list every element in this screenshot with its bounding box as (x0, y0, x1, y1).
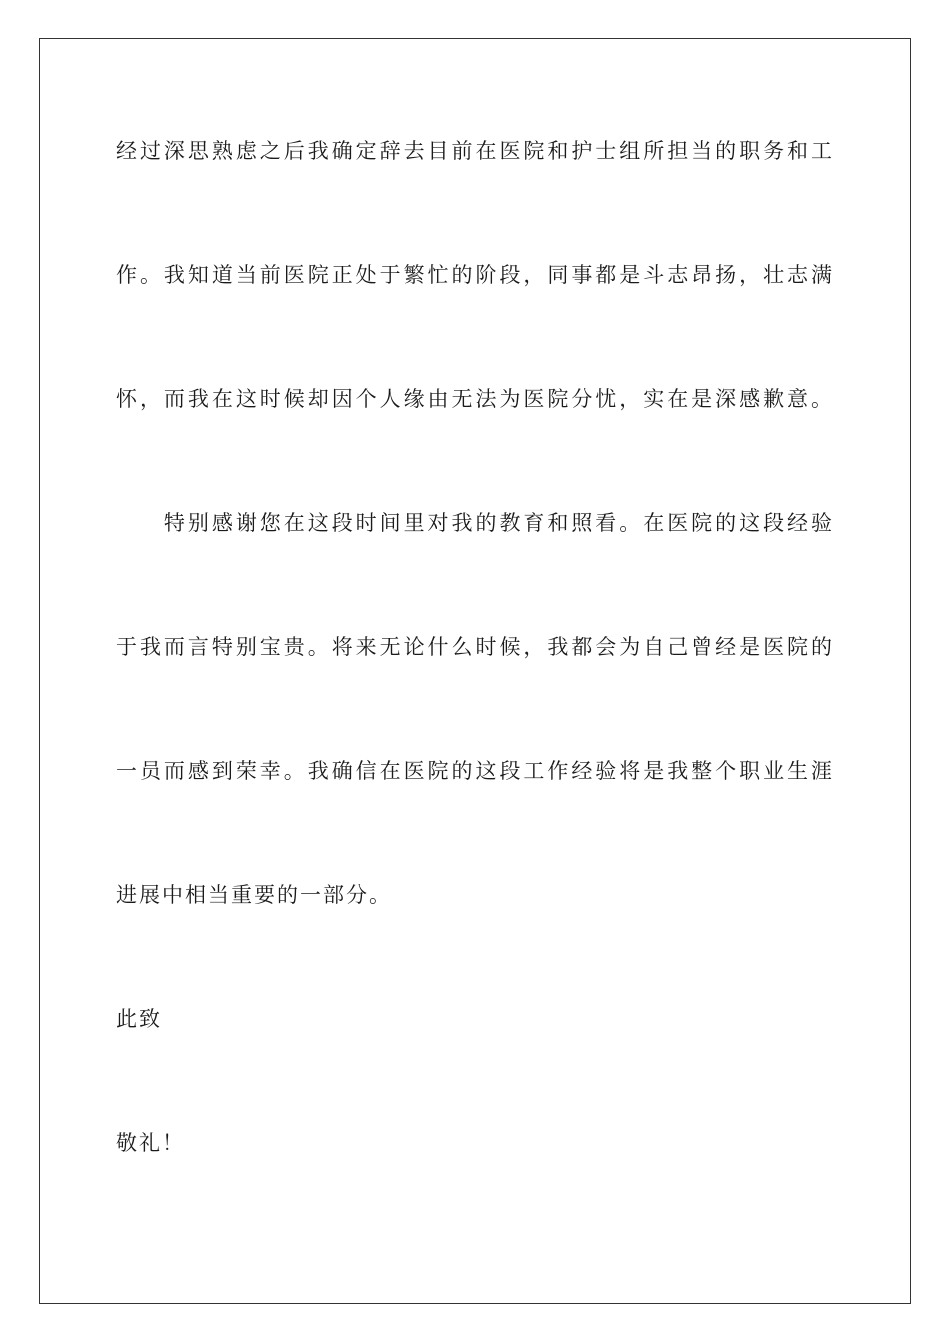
closing-regards: 敬礼！ (116, 1131, 185, 1155)
paragraph-2-line-4: 进展中相当重要的一部分。 (116, 883, 392, 907)
paragraph-1-line-1: 经过深思熟虑之后我确定辞去目前在医院和护士组所担当的职务和工 (116, 139, 832, 163)
page-border (39, 38, 911, 1304)
paragraph-1-line-2: 作。我知道当前医院正处于繁忙的阶段，同事都是斗志昂扬，壮志满 (116, 263, 832, 287)
paragraph-1-line-3: 怀，而我在这时候却因个人缘由无法为医院分忧，实在是深感歉意。 (116, 387, 832, 411)
paragraph-2-line-3: 一员而感到荣幸。我确信在医院的这段工作经验将是我整个职业生涯 (116, 759, 832, 783)
paragraph-2-line-2: 于我而言特别宝贵。将来无论什么时候，我都会为自己曾经是医院的 (116, 635, 832, 659)
paragraph-2-line-1: 特别感谢您在这段时间里对我的教育和照看。在医院的这段经验 (116, 511, 832, 535)
closing-salutation: 此致 (116, 1007, 162, 1031)
